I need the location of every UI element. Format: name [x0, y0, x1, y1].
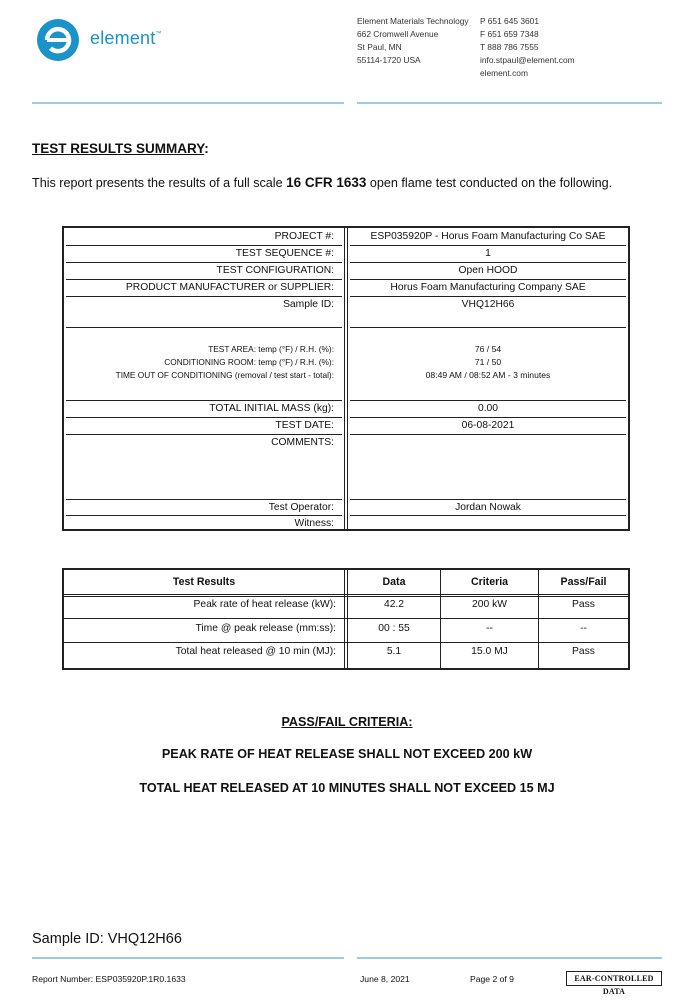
result-pass-fail: Pass: [572, 646, 595, 657]
intro-paragraph: This report presents the results of a full scale 16 CFR 1633 open flame test conducted on the following.: [32, 175, 613, 190]
header-rule-right: [357, 102, 662, 104]
sequence-value: 1: [485, 248, 491, 259]
result-label: Time @ peak release (mm:ss):: [195, 623, 336, 634]
address-line: St Paul, MN: [357, 42, 402, 52]
result-label: Peak rate of heat release (kW):: [193, 599, 336, 610]
address-line: Element Materials Technology: [357, 16, 469, 26]
address-line: 55114-1720 USA: [357, 55, 421, 65]
report-number: Report Number: ESP035920P.1R0.1633: [32, 974, 186, 984]
header-data: Data: [382, 576, 406, 588]
criteria-heading: PASS/FAIL CRITERIA:: [281, 715, 413, 729]
time-out-label: TIME OUT OF CONDITIONING (removal / test start - total):: [115, 370, 334, 380]
test-area-value: 76 / 54: [474, 344, 502, 354]
comments-label: COMMENTS:: [271, 437, 334, 448]
footer-rule-right: [357, 957, 662, 959]
result-data: 00 : 55: [378, 623, 410, 634]
time-out-value: 08:49 AM / 08:52 AM - 3 minutes: [425, 370, 551, 380]
company-contact: [480, 15, 575, 80]
result-data: 5.1: [386, 646, 402, 657]
column-divider: [344, 228, 348, 529]
result-pass-fail: --: [580, 623, 587, 634]
company-address: [357, 15, 469, 67]
header-rule-left: [32, 102, 344, 104]
report-date: June 8, 2021: [360, 974, 410, 984]
criteria-peak-rate: PEAK RATE OF HEAT RELEASE SHALL NOT EXCEED 200 kW: [161, 747, 533, 761]
result-criteria: 15.0 MJ: [471, 646, 508, 657]
mass-value: 0.00: [477, 403, 499, 414]
trademark-mark: ™: [155, 31, 162, 37]
phone-line: P 651 645 3601: [480, 16, 539, 26]
header-criteria: Criteria: [470, 576, 509, 588]
brand-name: element™: [90, 28, 162, 48]
header-test-results: Test Results: [172, 576, 236, 588]
header-pass-fail: Pass/Fail: [560, 576, 607, 588]
result-criteria: 200 kW: [472, 599, 507, 610]
email-line: info.stpaul@element.com: [480, 55, 575, 65]
operator-label: Test Operator:: [268, 502, 334, 513]
configuration-value: Open HOOD: [458, 265, 518, 276]
operator-value: Jordan Nowak: [455, 502, 521, 513]
result-pass-fail: Pass: [572, 599, 595, 610]
test-date-value: 06-08-2021: [461, 420, 515, 431]
footer-rule-left: [32, 957, 344, 959]
element-logo-icon: [36, 18, 80, 62]
tollfree-line: T 888 786 7555: [480, 42, 539, 52]
configuration-label: TEST CONFIGURATION:: [216, 265, 334, 276]
manufacturer-label: PRODUCT MANUFACTURER or SUPPLIER:: [125, 282, 334, 293]
criteria-total-heat: TOTAL HEAT RELEASED AT 10 MINUTES SHALL NOT EXCEED 15 MJ: [139, 781, 555, 795]
page-number: Page 2 of 9: [470, 974, 514, 984]
conditioning-room-value: 71 / 50: [474, 357, 502, 367]
regulation-ref: 16 CFR 1633: [286, 175, 367, 190]
result-data: 42.2: [383, 599, 405, 610]
result-label: Total heat released @ 10 min (MJ):: [175, 646, 336, 657]
mass-label: TOTAL INITIAL MASS (kg):: [209, 403, 334, 414]
sample-id-label: Sample ID:: [283, 299, 334, 310]
summary-heading: TEST RESULTS SUMMARY:: [32, 141, 209, 156]
fax-line: F 651 659 7348: [480, 29, 539, 39]
manufacturer-value: Horus Foam Manufacturing Company SAE: [390, 282, 586, 293]
test-area-label: TEST AREA: temp (°F) / R.H. (%):: [208, 344, 334, 354]
test-date-label: TEST DATE:: [275, 420, 334, 431]
footer-sample-id: Sample ID: VHQ12H66: [32, 931, 182, 947]
sample-id-value: VHQ12H66: [461, 299, 515, 310]
test-info-table: [62, 226, 630, 531]
address-line: 662 Cromwell Avenue: [357, 29, 439, 39]
project-value: ESP035920P - Horus Foam Manufacturing Co SAE: [370, 231, 606, 242]
export-control-badge: EAR-CONTROLLED DATA: [566, 971, 662, 986]
conditioning-room-label: CONDITIONING ROOM: temp (°F) / R.H. (%):: [164, 357, 334, 367]
result-criteria: --: [486, 623, 493, 634]
witness-label: Witness:: [294, 518, 334, 529]
website-line: element.com: [480, 68, 528, 78]
project-label: PROJECT #:: [274, 231, 334, 242]
test-results-table: [62, 568, 630, 670]
sequence-label: TEST SEQUENCE #:: [235, 248, 334, 259]
